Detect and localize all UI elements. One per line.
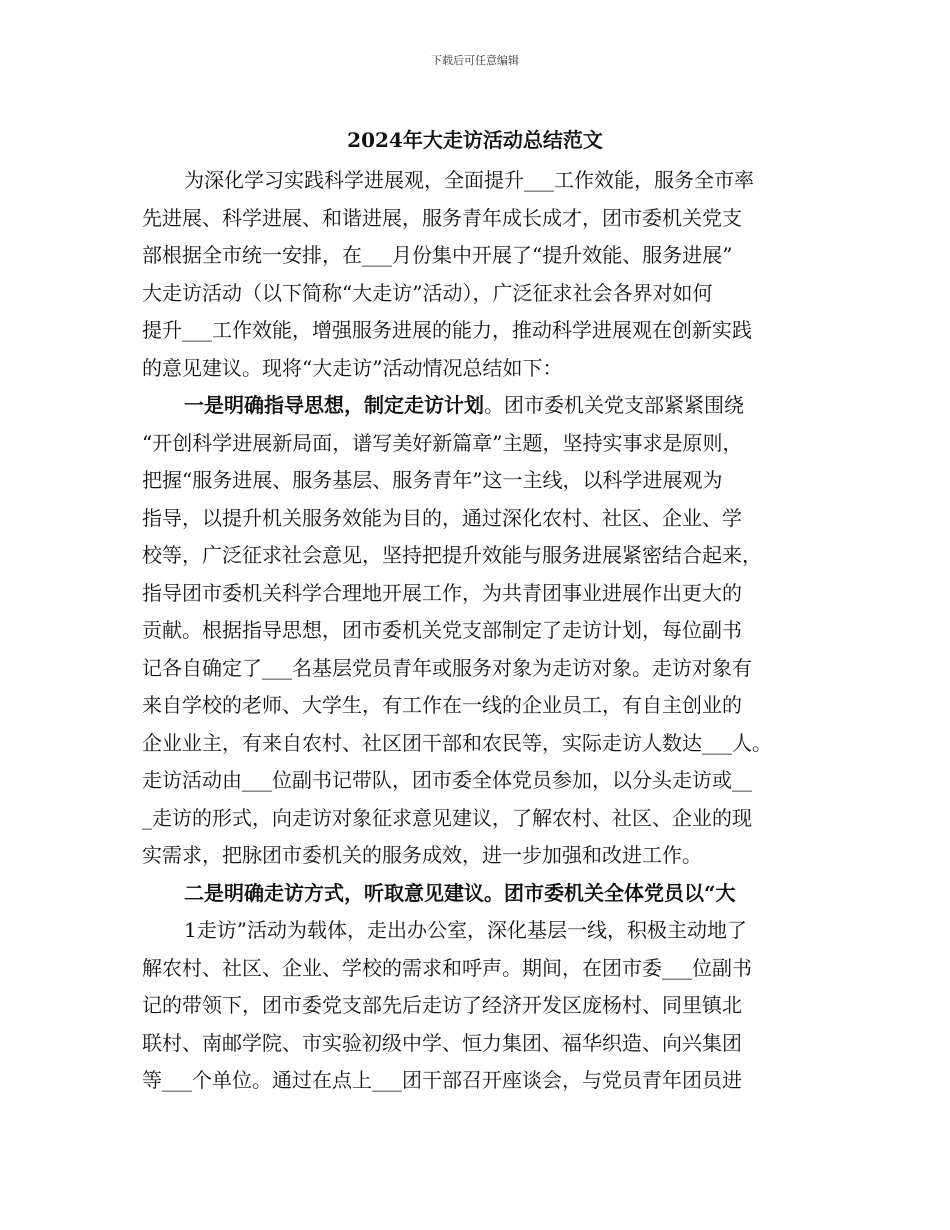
text-line: 指导，以提升机关服务效能为目的，通过深化农村、社区、企业、学 (142, 505, 742, 530)
text-line: “开创科学进展新局面，谱写美好新篇章”主题，坚持实事求是原则， (142, 430, 743, 455)
paragraph-lead: 一是明确指导思想，制定走访计划 (184, 393, 484, 417)
text-line: 解农村、社区、企业、学校的需求和呼声。期间，在团市委___位副书 (142, 955, 752, 980)
text-line: 企业业主，有来自农村、社区团干部和农民等，实际走访人数达___人。 (142, 730, 772, 755)
text-line: 记的带领下，团市委党支部先后走访了经济开发区庞杨村、同里镇北 (142, 993, 742, 1017)
text-line: 等___个单位。通过在点上___团干部召开座谈会，与党员青年团员进 (142, 1068, 742, 1092)
text-line: 二是明确走访方式，听取意见建议。团市委机关全体党员以“大 (184, 880, 736, 905)
text-line: 把握“服务进展、服务基层、服务青年”这一主线，以科学进展观为 (142, 468, 723, 492)
text-line: 为深化学习实践科学进展观，全面提升___工作效能，服务全市率 (184, 168, 754, 192)
text-line: _走访的形式，向走访对象征求意见建议，了解农村、社区、企业的现 (142, 805, 752, 830)
text-line: 实需求，把脉团市委机关的服务成效，进一步加强和改进工作。 (142, 843, 702, 867)
text-line: 先进展、科学进展、和谐进展，服务青年成长成才，团市委机关党支 (142, 205, 742, 230)
text-line: 走访活动由___位副书记带队，团市委全体党员参加，以分头走访或__ (142, 768, 752, 792)
text-line: 部根据全市统一安排，在___月份集中开展了“提升效能、服务进展” (142, 243, 733, 267)
text-line: 来自学校的老师、大学生，有工作在一线的企业员工，有自主创业的 (142, 693, 742, 717)
document-body (142, 162, 814, 1100)
text-line: 的意见建议。现将“大走访”活动情况总结如下： (142, 355, 563, 380)
text-line: 贡献。根据指导思想，团市委机关党支部制定了走访计划，每位副书 (142, 618, 742, 642)
text-line: 记各自确定了___名基层党员青年或服务对象为走访对象。走访对象有 (142, 655, 752, 680)
text-line: 提升___工作效能，增强服务进展的能力，推动科学进展观在创新实践 (142, 318, 752, 342)
page-header: 下载后可任意编辑 (431, 54, 519, 67)
paragraph-lead-line (142, 387, 814, 425)
document-title: 2024年大走访活动总结范文 (347, 128, 603, 152)
text-line: 联村、南邮学院、市实验初级中学、恒力集团、福华织造、向兴集团 (142, 1030, 742, 1055)
text-line: 校等，广泛征求社会意见，坚持把提升效能与服务进展紧密结合起来， (142, 543, 762, 567)
text-line: 指导团市委机关科学合理地开展工作，为共青团事业进展作出更大的 (142, 580, 742, 605)
paragraph-lead-rest: 。团市委机关党支部紧紧围绕 (484, 393, 744, 417)
text-line: 1走访”活动为载体，走出办公室，深化基层一线，积极主动地了 (184, 918, 747, 942)
text-line: 大走访活动（以下简称“大走访”活动），广泛征求社会各界对如何 (142, 280, 713, 305)
